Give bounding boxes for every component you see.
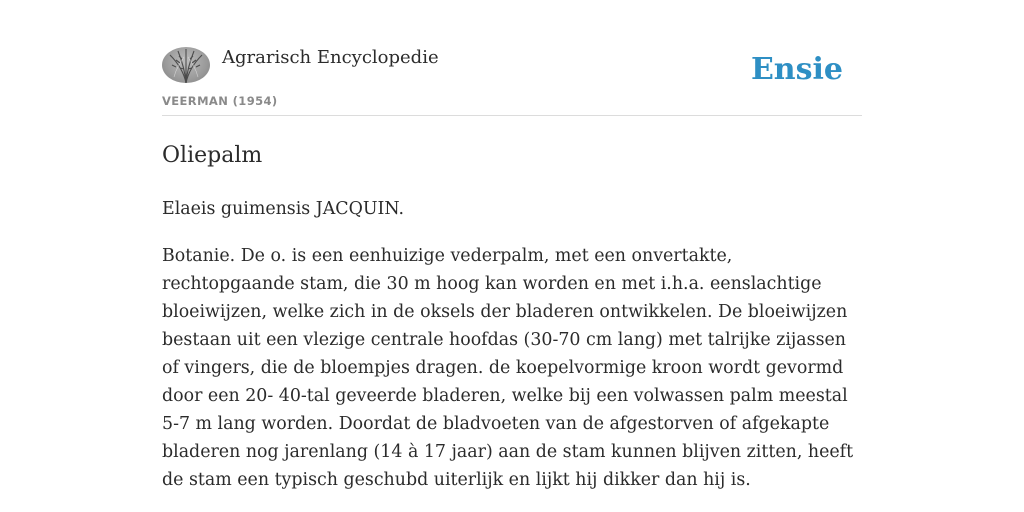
ensie-logo-link[interactable]: Ensie xyxy=(750,52,843,87)
scientific-name: Elaeis guimensis JACQUIN. xyxy=(162,199,404,219)
article-page xyxy=(162,0,862,494)
source-meta: VEERMAN (1954) xyxy=(162,94,278,108)
article-body: Botanie. De o. is een eenhuizige vederpalm, met een onvertakte, rechtopgaande stam, die 30 m hoog kan worden en met i.h.a. eenslachtige bloeiwijzen, welke zich in de oksels der bladeren ontwikkelen. De bloeiwijzen bestaan uit een vlezige centrale hoofdas (30-70 cm lang) met talrijke zijassen of vingers, die de bloempjes dragen. de koepelvormige kroon wordt gevormd door een 20- 40-tal geveerde bladeren, welke bij een volwassen palm meestal 5-7 m lang worden. Doordat de bladvoeten van de afgestorven of afgekapte bladeren nog jarenlang (14 à 17 jaar) aan de stam kunnen blijven zitten, heeft de stam een typisch geschubd uiterlijk en lijkt hij dikker dan hij is. xyxy=(162,246,854,490)
page-title: Oliepalm xyxy=(162,143,263,168)
wheat-logo-icon[interactable] xyxy=(162,47,210,83)
source-title[interactable]: Agrarisch Encyclopedie xyxy=(222,47,439,68)
source-header xyxy=(162,46,862,116)
